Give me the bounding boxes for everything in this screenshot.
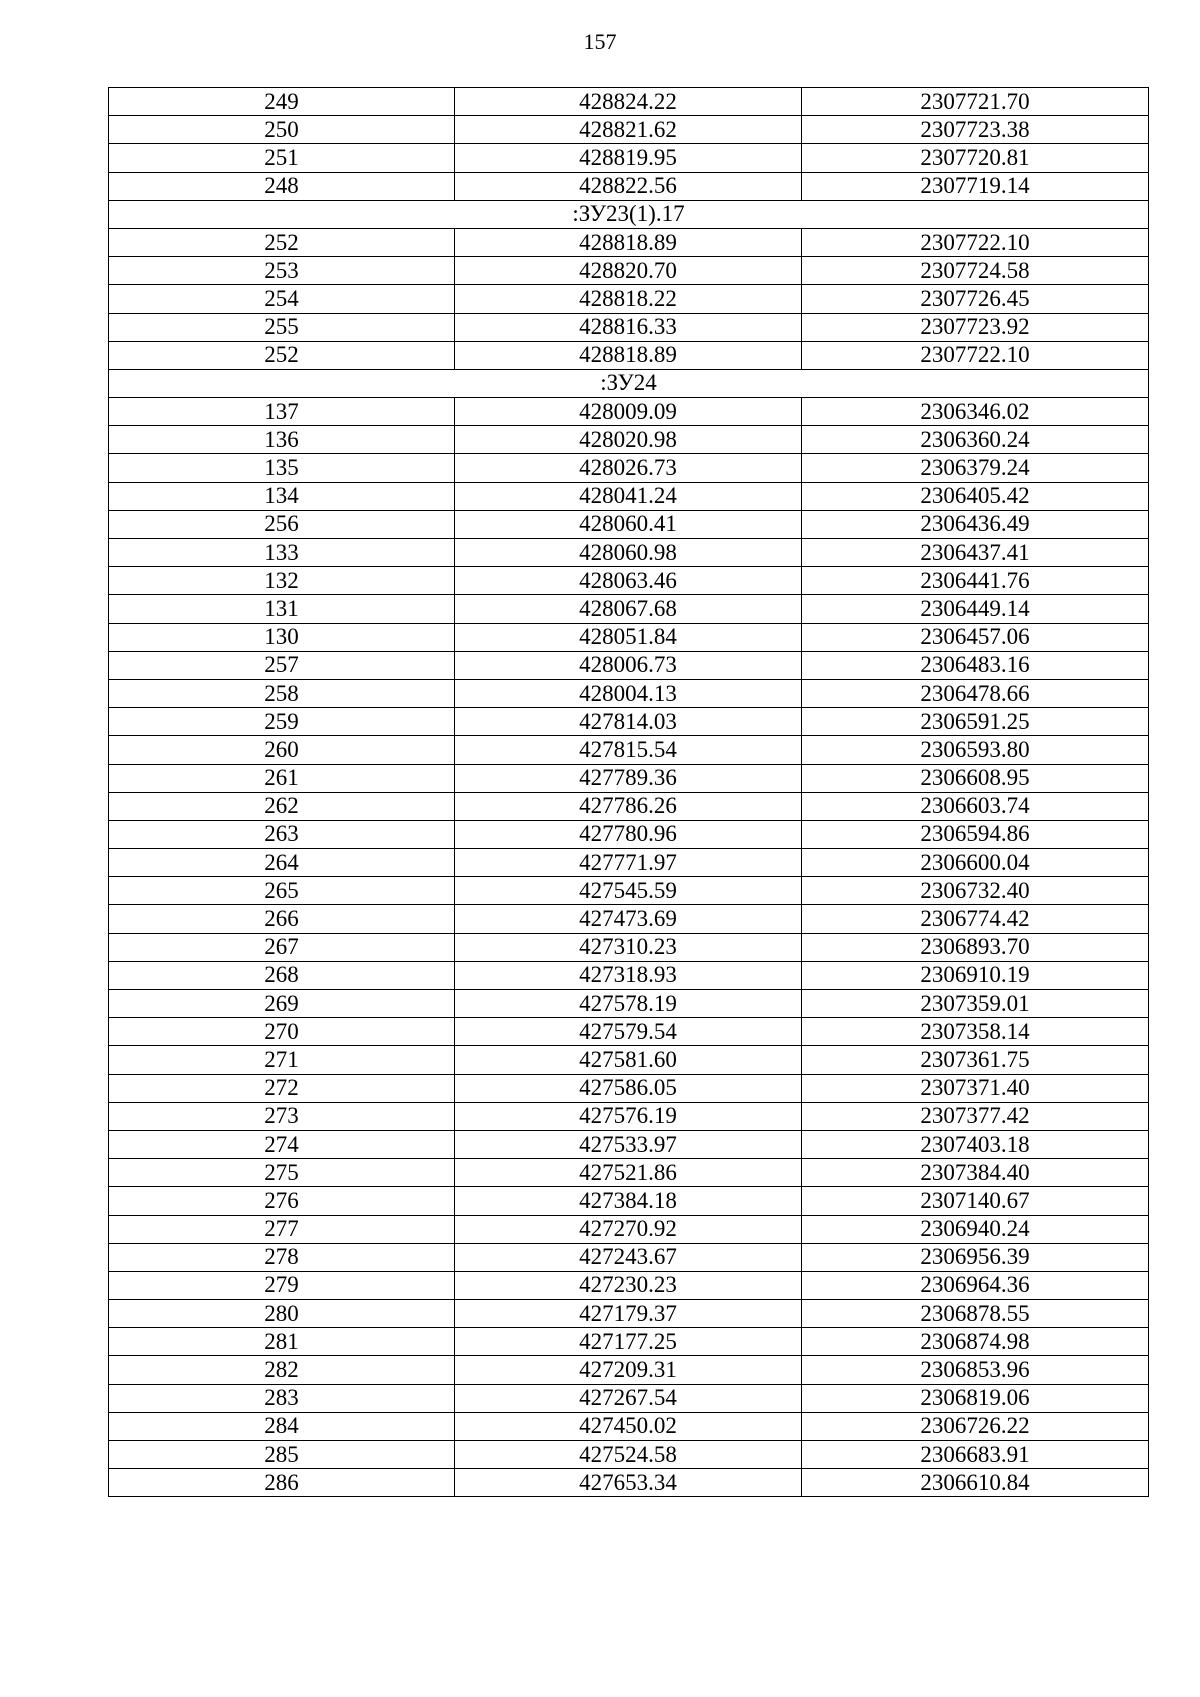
point-number-cell: 270 bbox=[109, 1018, 455, 1046]
table-row bbox=[109, 1412, 1149, 1440]
point-number-cell: 277 bbox=[109, 1215, 455, 1243]
y-coordinate-cell: 2306483.16 bbox=[802, 651, 1149, 679]
x-coordinate-cell: 427521.86 bbox=[455, 1159, 802, 1187]
table-row bbox=[109, 116, 1149, 144]
table-row bbox=[109, 708, 1149, 736]
section-label: :ЗУ24 bbox=[109, 369, 1149, 397]
x-coordinate-cell: 427586.05 bbox=[455, 1074, 802, 1102]
point-number-cell: 273 bbox=[109, 1102, 455, 1130]
table-row bbox=[109, 257, 1149, 285]
coordinates-table-body bbox=[109, 88, 1149, 1497]
table-row bbox=[109, 1187, 1149, 1215]
point-number-cell: 268 bbox=[109, 961, 455, 989]
point-number-cell: 281 bbox=[109, 1328, 455, 1356]
y-coordinate-cell: 2307719.14 bbox=[802, 172, 1149, 200]
y-coordinate-cell: 2307721.70 bbox=[802, 88, 1149, 116]
y-coordinate-cell: 2307377.42 bbox=[802, 1102, 1149, 1130]
x-coordinate-cell: 427230.23 bbox=[455, 1271, 802, 1299]
x-coordinate-cell: 428006.73 bbox=[455, 651, 802, 679]
x-coordinate-cell: 428821.62 bbox=[455, 116, 802, 144]
x-coordinate-cell: 427209.31 bbox=[455, 1356, 802, 1384]
x-coordinate-cell: 427270.92 bbox=[455, 1215, 802, 1243]
point-number-cell: 251 bbox=[109, 144, 455, 172]
y-coordinate-cell: 2306379.24 bbox=[802, 454, 1149, 482]
x-coordinate-cell: 427581.60 bbox=[455, 1046, 802, 1074]
y-coordinate-cell: 2307384.40 bbox=[802, 1159, 1149, 1187]
y-coordinate-cell: 2306457.06 bbox=[802, 623, 1149, 651]
point-number-cell: 130 bbox=[109, 623, 455, 651]
y-coordinate-cell: 2306853.96 bbox=[802, 1356, 1149, 1384]
y-coordinate-cell: 2306437.41 bbox=[802, 539, 1149, 567]
point-number-cell: 278 bbox=[109, 1243, 455, 1271]
table-row bbox=[109, 1328, 1149, 1356]
x-coordinate-cell: 428818.22 bbox=[455, 285, 802, 313]
table-row bbox=[109, 567, 1149, 595]
x-coordinate-cell: 427771.97 bbox=[455, 849, 802, 877]
point-number-cell: 274 bbox=[109, 1130, 455, 1158]
x-coordinate-cell: 427318.93 bbox=[455, 961, 802, 989]
table-row bbox=[109, 877, 1149, 905]
point-number-cell: 266 bbox=[109, 905, 455, 933]
y-coordinate-cell: 2306910.19 bbox=[802, 961, 1149, 989]
x-coordinate-cell: 427814.03 bbox=[455, 708, 802, 736]
y-coordinate-cell: 2306893.70 bbox=[802, 933, 1149, 961]
y-coordinate-cell: 2306436.49 bbox=[802, 510, 1149, 538]
x-coordinate-cell: 427177.25 bbox=[455, 1328, 802, 1356]
point-number-cell: 248 bbox=[109, 172, 455, 200]
x-coordinate-cell: 428026.73 bbox=[455, 454, 802, 482]
x-coordinate-cell: 427179.37 bbox=[455, 1300, 802, 1328]
point-number-cell: 252 bbox=[109, 228, 455, 256]
table-row bbox=[109, 426, 1149, 454]
section-label: :ЗУ23(1).17 bbox=[109, 200, 1149, 228]
x-coordinate-cell: 428816.33 bbox=[455, 313, 802, 341]
table-row bbox=[109, 1441, 1149, 1469]
x-coordinate-cell: 427310.23 bbox=[455, 933, 802, 961]
table-row bbox=[109, 398, 1149, 426]
table-row bbox=[109, 623, 1149, 651]
x-coordinate-cell: 428818.89 bbox=[455, 341, 802, 369]
y-coordinate-cell: 2306603.74 bbox=[802, 792, 1149, 820]
y-coordinate-cell: 2307722.10 bbox=[802, 341, 1149, 369]
y-coordinate-cell: 2306591.25 bbox=[802, 708, 1149, 736]
table-row bbox=[109, 1300, 1149, 1328]
y-coordinate-cell: 2307726.45 bbox=[802, 285, 1149, 313]
x-coordinate-cell: 428009.09 bbox=[455, 398, 802, 426]
y-coordinate-cell: 2307723.92 bbox=[802, 313, 1149, 341]
y-coordinate-cell: 2306874.98 bbox=[802, 1328, 1149, 1356]
x-coordinate-cell: 427545.59 bbox=[455, 877, 802, 905]
point-number-cell: 276 bbox=[109, 1187, 455, 1215]
point-number-cell: 282 bbox=[109, 1356, 455, 1384]
point-number-cell: 280 bbox=[109, 1300, 455, 1328]
x-coordinate-cell: 427524.58 bbox=[455, 1441, 802, 1469]
point-number-cell: 267 bbox=[109, 933, 455, 961]
y-coordinate-cell: 2306478.66 bbox=[802, 679, 1149, 707]
y-coordinate-cell: 2306346.02 bbox=[802, 398, 1149, 426]
table-row bbox=[109, 792, 1149, 820]
point-number-cell: 261 bbox=[109, 764, 455, 792]
point-number-cell: 264 bbox=[109, 849, 455, 877]
table-row bbox=[109, 651, 1149, 679]
x-coordinate-cell: 428819.95 bbox=[455, 144, 802, 172]
y-coordinate-cell: 2306600.04 bbox=[802, 849, 1149, 877]
y-coordinate-cell: 2307722.10 bbox=[802, 228, 1149, 256]
y-coordinate-cell: 2306593.80 bbox=[802, 736, 1149, 764]
y-coordinate-cell: 2306683.91 bbox=[802, 1441, 1149, 1469]
y-coordinate-cell: 2306819.06 bbox=[802, 1384, 1149, 1412]
x-coordinate-cell: 427786.26 bbox=[455, 792, 802, 820]
table-row bbox=[109, 1243, 1149, 1271]
table-row bbox=[109, 1215, 1149, 1243]
point-number-cell: 250 bbox=[109, 116, 455, 144]
point-number-cell: 258 bbox=[109, 679, 455, 707]
x-coordinate-cell: 427533.97 bbox=[455, 1130, 802, 1158]
point-number-cell: 136 bbox=[109, 426, 455, 454]
x-coordinate-cell: 427450.02 bbox=[455, 1412, 802, 1440]
point-number-cell: 135 bbox=[109, 454, 455, 482]
point-number-cell: 256 bbox=[109, 510, 455, 538]
point-number-cell: 132 bbox=[109, 567, 455, 595]
x-coordinate-cell: 427576.19 bbox=[455, 1102, 802, 1130]
coordinates-table bbox=[108, 87, 1149, 1497]
y-coordinate-cell: 2306940.24 bbox=[802, 1215, 1149, 1243]
point-number-cell: 271 bbox=[109, 1046, 455, 1074]
table-row bbox=[109, 144, 1149, 172]
x-coordinate-cell: 428824.22 bbox=[455, 88, 802, 116]
y-coordinate-cell: 2307720.81 bbox=[802, 144, 1149, 172]
section-header-row bbox=[109, 200, 1149, 228]
point-number-cell: 263 bbox=[109, 820, 455, 848]
table-row bbox=[109, 1469, 1149, 1497]
point-number-cell: 255 bbox=[109, 313, 455, 341]
point-number-cell: 137 bbox=[109, 398, 455, 426]
point-number-cell: 252 bbox=[109, 341, 455, 369]
y-coordinate-cell: 2306726.22 bbox=[802, 1412, 1149, 1440]
page-number: 157 bbox=[583, 29, 617, 54]
x-coordinate-cell: 427384.18 bbox=[455, 1187, 802, 1215]
y-coordinate-cell: 2306964.36 bbox=[802, 1271, 1149, 1299]
x-coordinate-cell: 427780.96 bbox=[455, 820, 802, 848]
table-row bbox=[109, 905, 1149, 933]
x-coordinate-cell: 428051.84 bbox=[455, 623, 802, 651]
point-number-cell: 269 bbox=[109, 990, 455, 1018]
x-coordinate-cell: 428020.98 bbox=[455, 426, 802, 454]
point-number-cell: 286 bbox=[109, 1469, 455, 1497]
y-coordinate-cell: 2307724.58 bbox=[802, 257, 1149, 285]
table-row bbox=[109, 539, 1149, 567]
table-row bbox=[109, 1018, 1149, 1046]
table-row bbox=[109, 764, 1149, 792]
point-number-cell: 272 bbox=[109, 1074, 455, 1102]
table-row bbox=[109, 1102, 1149, 1130]
x-coordinate-cell: 427579.54 bbox=[455, 1018, 802, 1046]
x-coordinate-cell: 428820.70 bbox=[455, 257, 802, 285]
point-number-cell: 133 bbox=[109, 539, 455, 567]
table-row bbox=[109, 313, 1149, 341]
y-coordinate-cell: 2306608.95 bbox=[802, 764, 1149, 792]
point-number-cell: 134 bbox=[109, 482, 455, 510]
x-coordinate-cell: 427815.54 bbox=[455, 736, 802, 764]
y-coordinate-cell: 2307723.38 bbox=[802, 116, 1149, 144]
table-row bbox=[109, 933, 1149, 961]
x-coordinate-cell: 428063.46 bbox=[455, 567, 802, 595]
x-coordinate-cell: 428067.68 bbox=[455, 595, 802, 623]
y-coordinate-cell: 2306449.14 bbox=[802, 595, 1149, 623]
table-row bbox=[109, 454, 1149, 482]
y-coordinate-cell: 2307361.75 bbox=[802, 1046, 1149, 1074]
point-number-cell: 131 bbox=[109, 595, 455, 623]
table-row bbox=[109, 341, 1149, 369]
point-number-cell: 275 bbox=[109, 1159, 455, 1187]
x-coordinate-cell: 427473.69 bbox=[455, 905, 802, 933]
table-row bbox=[109, 482, 1149, 510]
table-row bbox=[109, 595, 1149, 623]
point-number-cell: 253 bbox=[109, 257, 455, 285]
y-coordinate-cell: 2306610.84 bbox=[802, 1469, 1149, 1497]
point-number-cell: 265 bbox=[109, 877, 455, 905]
y-coordinate-cell: 2306441.76 bbox=[802, 567, 1149, 595]
table-row bbox=[109, 736, 1149, 764]
x-coordinate-cell: 427789.36 bbox=[455, 764, 802, 792]
table-row bbox=[109, 990, 1149, 1018]
table-row bbox=[109, 849, 1149, 877]
y-coordinate-cell: 2307403.18 bbox=[802, 1130, 1149, 1158]
point-number-cell: 283 bbox=[109, 1384, 455, 1412]
y-coordinate-cell: 2306774.42 bbox=[802, 905, 1149, 933]
table-row bbox=[109, 1159, 1149, 1187]
x-coordinate-cell: 428822.56 bbox=[455, 172, 802, 200]
x-coordinate-cell: 428818.89 bbox=[455, 228, 802, 256]
table-row bbox=[109, 679, 1149, 707]
y-coordinate-cell: 2307358.14 bbox=[802, 1018, 1149, 1046]
x-coordinate-cell: 428060.98 bbox=[455, 539, 802, 567]
table-row bbox=[109, 510, 1149, 538]
table-row bbox=[109, 1074, 1149, 1102]
table-row bbox=[109, 1046, 1149, 1074]
point-number-cell: 285 bbox=[109, 1441, 455, 1469]
point-number-cell: 259 bbox=[109, 708, 455, 736]
x-coordinate-cell: 427267.54 bbox=[455, 1384, 802, 1412]
point-number-cell: 262 bbox=[109, 792, 455, 820]
table-row bbox=[109, 88, 1149, 116]
y-coordinate-cell: 2306405.42 bbox=[802, 482, 1149, 510]
table-row bbox=[109, 285, 1149, 313]
x-coordinate-cell: 428004.13 bbox=[455, 679, 802, 707]
y-coordinate-cell: 2306594.86 bbox=[802, 820, 1149, 848]
y-coordinate-cell: 2307140.67 bbox=[802, 1187, 1149, 1215]
table-row bbox=[109, 1130, 1149, 1158]
y-coordinate-cell: 2307359.01 bbox=[802, 990, 1149, 1018]
y-coordinate-cell: 2306878.55 bbox=[802, 1300, 1149, 1328]
table-row bbox=[109, 228, 1149, 256]
point-number-cell: 260 bbox=[109, 736, 455, 764]
y-coordinate-cell: 2306956.39 bbox=[802, 1243, 1149, 1271]
point-number-cell: 279 bbox=[109, 1271, 455, 1299]
section-header-row bbox=[109, 369, 1149, 397]
table-row bbox=[109, 172, 1149, 200]
x-coordinate-cell: 427653.34 bbox=[455, 1469, 802, 1497]
point-number-cell: 254 bbox=[109, 285, 455, 313]
table-row bbox=[109, 1356, 1149, 1384]
y-coordinate-cell: 2306360.24 bbox=[802, 426, 1149, 454]
table-row bbox=[109, 961, 1149, 989]
point-number-cell: 257 bbox=[109, 651, 455, 679]
x-coordinate-cell: 427578.19 bbox=[455, 990, 802, 1018]
table-row bbox=[109, 1384, 1149, 1412]
y-coordinate-cell: 2306732.40 bbox=[802, 877, 1149, 905]
table-row bbox=[109, 1271, 1149, 1299]
point-number-cell: 284 bbox=[109, 1412, 455, 1440]
point-number-cell: 249 bbox=[109, 88, 455, 116]
x-coordinate-cell: 428060.41 bbox=[455, 510, 802, 538]
y-coordinate-cell: 2307371.40 bbox=[802, 1074, 1149, 1102]
x-coordinate-cell: 428041.24 bbox=[455, 482, 802, 510]
table-row bbox=[109, 820, 1149, 848]
x-coordinate-cell: 427243.67 bbox=[455, 1243, 802, 1271]
